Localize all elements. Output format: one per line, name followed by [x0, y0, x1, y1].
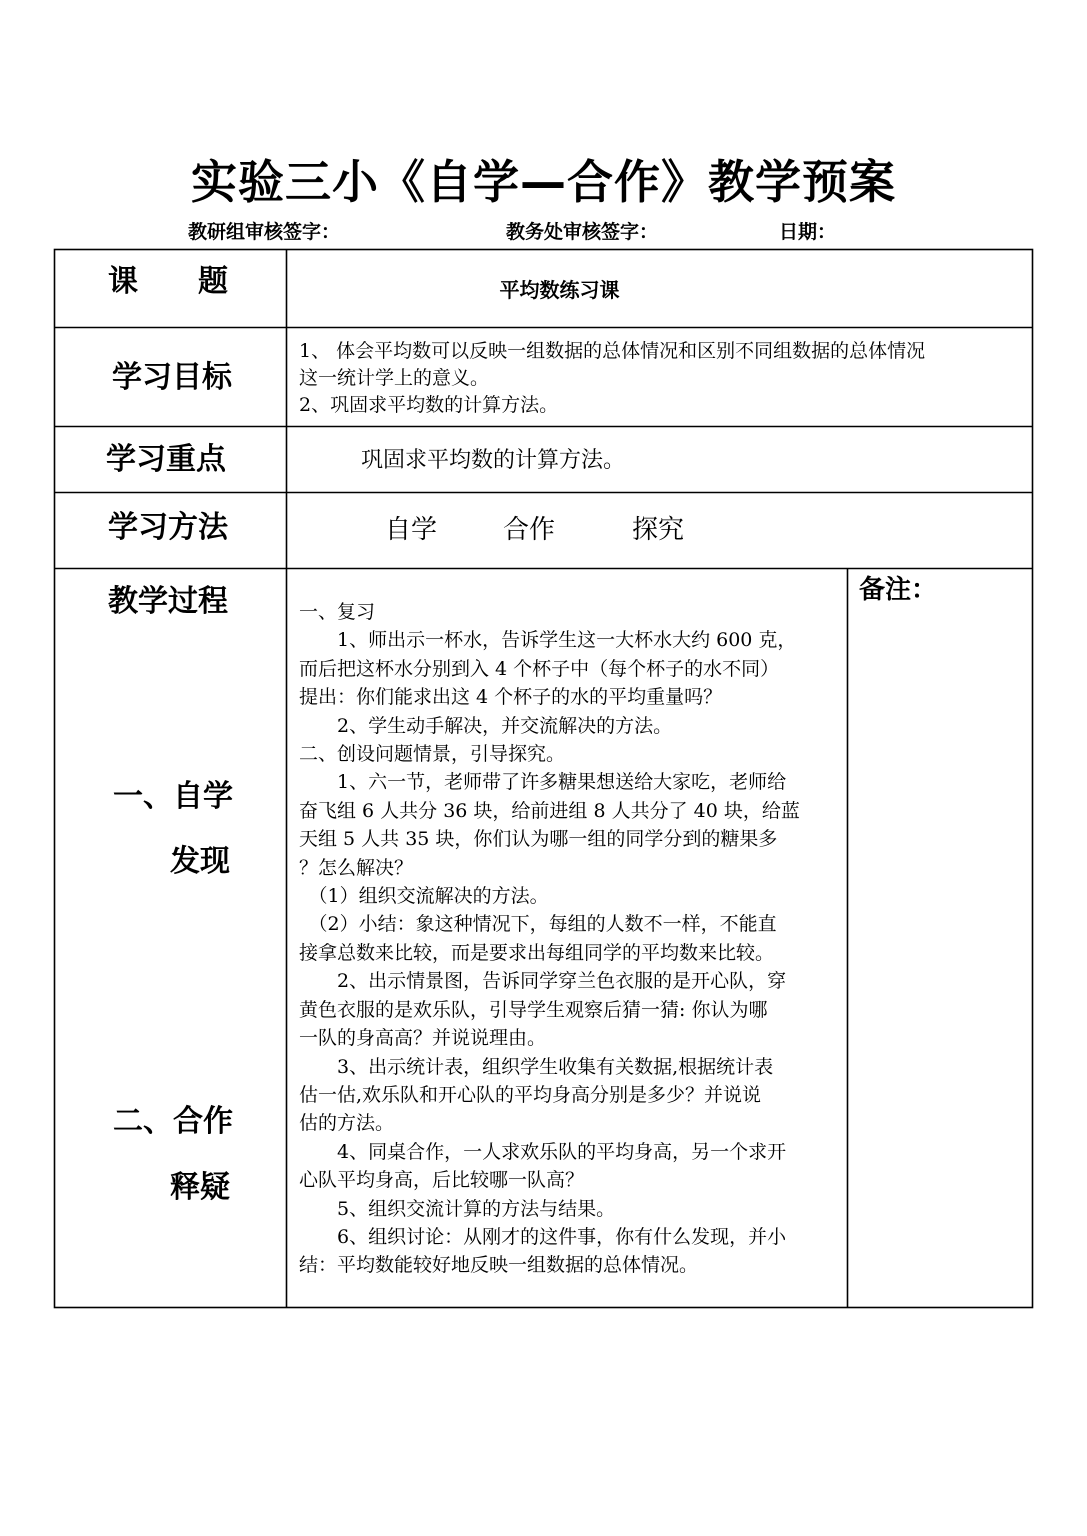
method-inquiry: 探究 [632, 515, 685, 545]
method-self-study: 自学 [385, 515, 438, 545]
focus-label: 学习重点 [106, 442, 226, 477]
process-line: 5、组织交流计算的方法与结果。 [299, 1197, 616, 1220]
process-line: 二、创设问题情景，引导探究。 [299, 743, 566, 766]
stage2-subtitle: 释疑 [170, 1170, 230, 1205]
research-group-signature-label: 教研组审核签字： [188, 221, 341, 243]
date-label: 日期： [779, 221, 837, 243]
goals-line: 1、 体会平均数可以反映一组数据的总体情况和区别不同组数据的总体情况 [299, 340, 926, 362]
subject-value: 平均数练习课 [499, 278, 620, 302]
academic-office-signature-label: 教务处审核签字： [506, 221, 659, 243]
process-line: ？怎么解决？ [299, 856, 414, 879]
process-line: 一队的身高高？并说说理由。 [299, 1027, 547, 1050]
remark-label: 备注： [859, 575, 938, 605]
goals-line: 这一统计学上的意义。 [299, 367, 490, 389]
focus-value: 巩固求平均数的计算方法。 [361, 448, 626, 473]
process-line: 心队平均身高，后比较哪一队高？ [299, 1169, 585, 1192]
process-line: 4、同桌合作，一人求欢乐队的平均身高，另一个求开 [299, 1140, 787, 1163]
process-label: 教学过程 [108, 584, 228, 619]
process-line: 结：平均数能较好地反映一组数据的总体情况。 [299, 1254, 699, 1277]
process-line: 1、六一节，老师带了许多糖果想送给大家吃，老师给 [299, 771, 787, 794]
process-line: 黄色衣服的是欢乐队，引导学生观察后猜一猜: 你认为哪 [299, 998, 768, 1021]
goals-text [299, 338, 1027, 419]
process-line: 6、组织讨论：从刚才的这件事，你有什么发现，并小 [299, 1225, 787, 1248]
stage2-title: 二、合作 [113, 1104, 233, 1139]
process-line: 2、出示情景图，告诉同学穿兰色衣服的是开心队，穿 [299, 970, 787, 993]
subject-label: 课 题 [108, 264, 228, 299]
process-line: 估一估,欢乐队和开心队的平均身高分别是多少？并说说 [299, 1083, 762, 1106]
process-text [299, 598, 844, 1280]
goals-label: 学习目标 [112, 360, 232, 395]
stage1-title: 一、自学 [113, 779, 233, 814]
method-label: 学习方法 [108, 510, 228, 545]
process-line: 1、师出示一杯水，告诉学生这一大杯水大约 600 克， [299, 629, 797, 652]
process-line: 提出：你们能求出这 4 个杯子的水的平均重量吗？ [299, 686, 723, 709]
process-line: 2、学生动手解决，并交流解决的方法。 [299, 714, 673, 737]
process-line: 奋飞组 6 人共分 36 块，给前进组 8 人共分了 40 块，给蓝 [299, 799, 800, 822]
process-line: 一、复习 [299, 601, 376, 623]
process-line: 而后把这杯水分别到入 4 个杯子中（每个杯子的水不同） [299, 657, 780, 680]
process-line: （1）组织交流解决的方法。 [299, 885, 549, 908]
process-line: （2）小结：象这种情况下，每组的人数不一样，不能直 [299, 913, 777, 936]
process-line: 估的方法。 [299, 1112, 395, 1135]
goals-line: 2、巩固求平均数的计算方法。 [299, 394, 559, 416]
page-title: 实验三小《自学—合作》教学预案 [191, 155, 896, 209]
process-line: 接拿总数来比较，而是要求出每组同学的平均数来比较。 [299, 941, 775, 964]
stage1-subtitle: 发现 [170, 844, 230, 879]
process-line: 天组 5 人共 35 块，你们认为哪一组的同学分到的糖果多 [299, 828, 778, 851]
method-cooperation: 合作 [503, 515, 556, 545]
process-line: 3、出示统计表，组织学生收集有关数据,根据统计表 [299, 1055, 774, 1078]
